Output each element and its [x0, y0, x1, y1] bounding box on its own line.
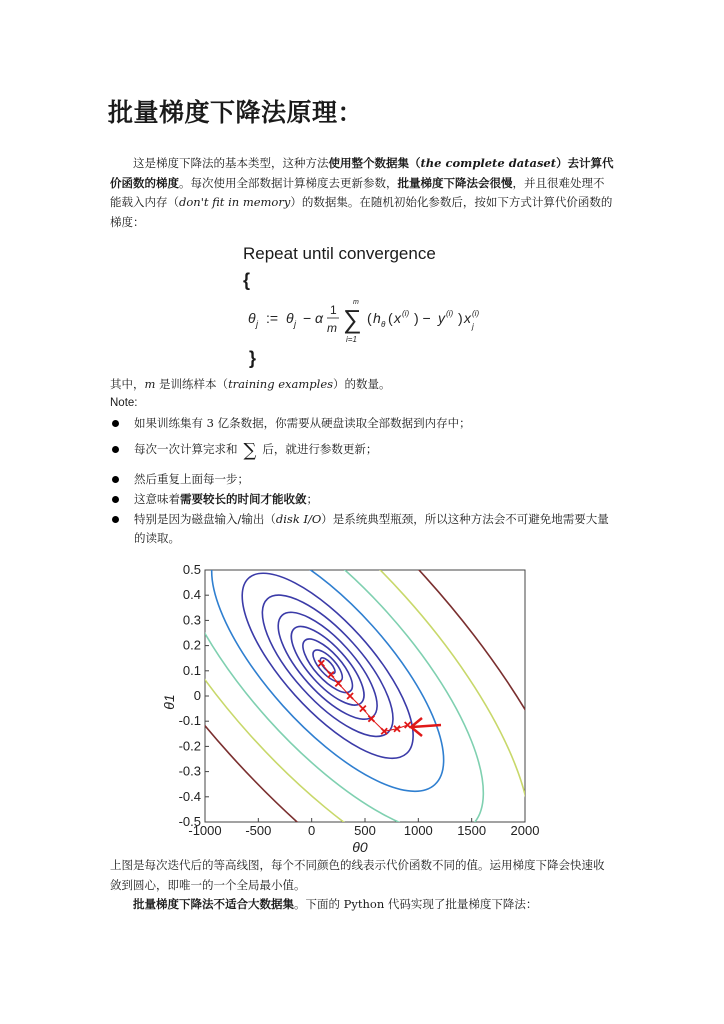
svg-text:i=1: i=1 [346, 335, 357, 344]
caption-paragraph-2 [110, 895, 615, 915]
after-formula-m: m [144, 377, 156, 391]
x-tick-label: -500 [245, 823, 272, 838]
y-tick-label: 0.1 [182, 662, 201, 678]
y-axis [179, 562, 209, 829]
list-item-text: 如果训练集有 3 亿条数据，你需要从硬盘读取全部数据到内存中； [134, 416, 471, 430]
x-tick-label: 2000 [510, 823, 540, 838]
b4-bold: 需要较长的时间才能收敛 [180, 492, 307, 506]
sample-count-paragraph [110, 375, 615, 395]
svg-text:x: x [394, 310, 401, 326]
x-tick-label: 500 [354, 823, 376, 838]
bullet-icon [112, 446, 119, 453]
update-equation [246, 296, 506, 346]
caption-bold: 批量梯度下降法不适合大数据集 [133, 897, 294, 911]
intro-text-3: ，并且很难处理不能载入内存（ [110, 175, 605, 209]
b4-text-b: ； [306, 492, 318, 506]
svg-text:x: x [464, 310, 471, 326]
intro-italic-2: don't fit in memory [179, 195, 291, 209]
svg-text:(i): (i) [472, 309, 480, 318]
page-title: 批量梯度下降法原理： [108, 98, 364, 127]
intro-bold-3: 批量梯度下降法会很慢 [397, 175, 513, 190]
list-item-text [134, 440, 616, 460]
x-tick-label: -1000 [188, 823, 222, 838]
b5-italic: disk I/O [275, 512, 322, 526]
formula-block [243, 244, 436, 291]
contour-chart [160, 562, 545, 857]
x-tick-label: 1500 [457, 823, 487, 838]
y-tick-label: 0 [193, 688, 201, 703]
y-tick-label: -0.2 [178, 738, 201, 754]
svg-text:θ: θ [248, 310, 256, 326]
formula-close-brace: } [249, 348, 257, 368]
svg-text:j: j [256, 319, 258, 329]
list-item-text [134, 490, 616, 509]
svg-text:j: j [472, 322, 474, 331]
bullet-icon [112, 496, 119, 503]
plot-area [205, 570, 525, 822]
after-formula-text-3: ）的数量。 [333, 377, 391, 391]
intro-text-4: ）的数据集。在随机初始化参数后，按如下方式计算代价函数的梯度： [110, 195, 613, 229]
y-tick-label: -0.5 [178, 814, 201, 829]
caption-text-2: 。下面的 Python 代码实现了批量梯度下降法： [294, 897, 538, 911]
y-tick-label: 0.5 [182, 562, 201, 577]
note-label: Note: [110, 397, 138, 409]
svg-text:) −: ) − [414, 310, 431, 326]
after-formula-italic: training examples [228, 377, 334, 391]
after-formula-text-2: 是训练样本（ [155, 377, 229, 391]
y-tick-label: 0.2 [182, 637, 201, 653]
x-tick-label: 1000 [403, 823, 433, 838]
b2-text-b: 后，就进行参数更新； [262, 442, 378, 456]
intro-italic-1: the complete dataset [420, 156, 557, 170]
y-tick-label: 0.3 [182, 612, 201, 628]
svg-text:): ) [458, 310, 463, 326]
caption-paragraph [110, 856, 615, 895]
bullet-icon [112, 476, 119, 483]
y-axis-label: θ1 [161, 694, 177, 710]
svg-text:α: α [315, 310, 323, 326]
intro-text-2: 。每次使用全部数据计算梯度去更新参数， [179, 175, 398, 190]
b5-text-a: 特别是因为磁盘输入/输出（ [134, 512, 276, 526]
bullet-icon [112, 516, 119, 523]
svg-text:θ: θ [286, 310, 294, 326]
svg-text:∑: ∑ [343, 304, 362, 334]
svg-text:(i): (i) [402, 309, 410, 318]
intro-text-1: 这是梯度下降法的基本类型，这种方法 [133, 156, 329, 170]
b5-text-b: ）是系统典型瓶颈，所以这种方法会不可避免地需要大量的读取。 [134, 512, 609, 545]
intro-bold-1: 使用整个数据集（ [328, 156, 421, 170]
y-tick-label: -0.4 [178, 788, 201, 804]
b4-text-a: 这意味着 [134, 492, 180, 506]
bullet-icon [112, 420, 119, 427]
b2-text-a: 每次一次计算完求和 [134, 442, 238, 456]
svg-text:1: 1 [330, 303, 337, 317]
x-axis-label: θ0 [352, 839, 368, 855]
svg-text:m: m [353, 299, 359, 306]
list-item-text: 然后重复上面每一步； [134, 472, 249, 486]
y-tick-label: 0.4 [182, 587, 201, 603]
svg-text:(i): (i) [446, 309, 454, 318]
list-item-text [134, 510, 616, 548]
sum-sigma: ∑ [243, 440, 257, 461]
after-formula-text-1: 其中， [110, 377, 145, 391]
svg-text::=: := [266, 310, 279, 326]
y-tick-label: -0.3 [178, 763, 201, 779]
formula-repeat: Repeat until convergence [243, 244, 436, 263]
svg-text:y: y [438, 310, 445, 326]
svg-text:m: m [327, 321, 337, 335]
svg-text:h: h [373, 310, 381, 326]
intro-bold-2: ）去计算代价函数的梯度 [110, 156, 614, 190]
svg-text:(: ( [388, 310, 393, 326]
formula-open-brace: { [243, 270, 251, 290]
caption-text-1: 上图是每次迭代后的等高线图，每个不同颜色的线表示代价函数不同的值。运用梯度下降会快速收敛到圆心，即唯一的一个全局最小值。 [110, 858, 605, 892]
svg-text:j: j [294, 319, 296, 329]
svg-text:(: ( [367, 310, 372, 326]
svg-text:θ: θ [381, 320, 386, 329]
x-tick-label: 0 [308, 823, 316, 838]
svg-text:−: − [303, 310, 312, 326]
y-tick-label: -0.1 [178, 713, 201, 729]
intro-paragraph [110, 154, 615, 232]
